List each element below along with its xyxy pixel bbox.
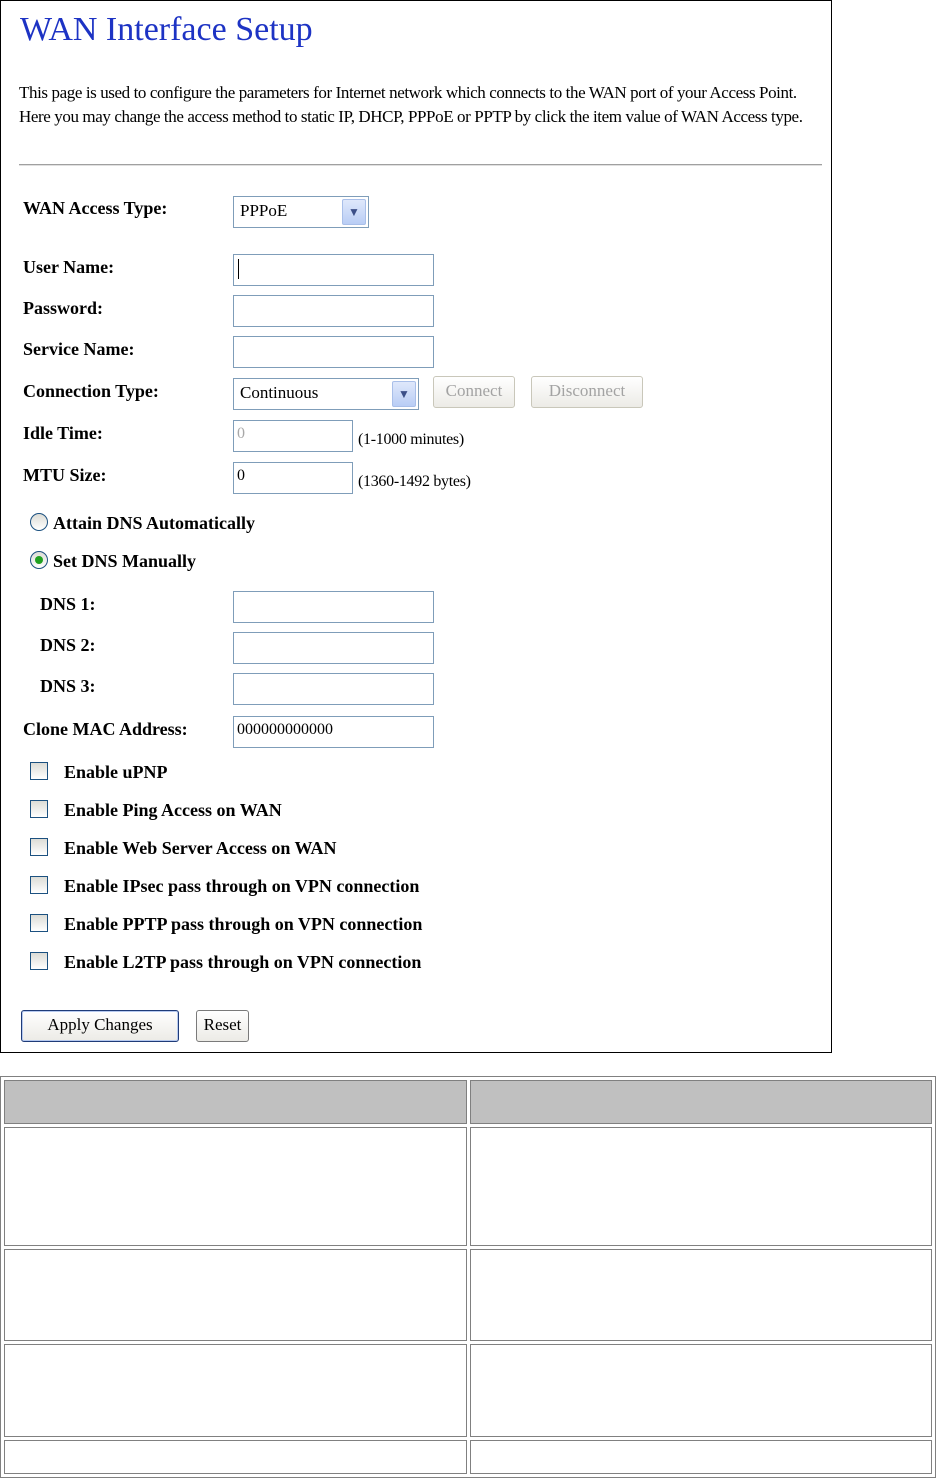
connection-type-label: Connection Type: [23,381,159,401]
table-header-cell [470,1080,933,1124]
wan-access-type-label: WAN Access Type: [23,198,168,218]
table-cell [470,1127,933,1246]
table-cell [4,1249,467,1341]
dns2-label: DNS 2: [40,635,96,655]
password-input[interactable] [233,295,434,327]
idle-time-hint: (1-1000 minutes) [358,431,464,448]
idle-time-input[interactable]: 0 [233,420,353,452]
info-table [0,1076,936,1478]
enable-ipsec-passthrough-checkbox[interactable] [30,876,48,894]
service-name-input[interactable] [233,336,434,368]
enable-l2tp-passthrough-label: Enable L2TP pass through on VPN connection [64,952,422,972]
password-label: Password: [23,298,103,318]
enable-web-server-wan-label: Enable Web Server Access on WAN [64,838,337,858]
apply-changes-button[interactable]: Apply Changes [21,1010,179,1042]
text-caret [238,259,239,279]
dns1-input[interactable] [233,591,434,623]
enable-l2tp-passthrough-checkbox[interactable] [30,952,48,970]
dns1-label: DNS 1: [40,594,96,614]
enable-ping-wan-label: Enable Ping Access on WAN [64,800,282,820]
divider [19,164,822,166]
connection-type-select[interactable] [233,378,419,410]
enable-upnp-label: Enable uPNP [64,762,168,782]
attain-dns-auto-label: Attain DNS Automatically [53,513,255,533]
wan-access-type-select[interactable] [233,196,369,228]
table-header-cell [4,1080,467,1124]
enable-ipsec-passthrough-label: Enable IPsec pass through on VPN connection [64,876,420,896]
dns3-label: DNS 3: [40,676,96,696]
table-cell [4,1127,467,1246]
clone-mac-input[interactable]: 000000000000 [233,716,434,748]
wan-access-type-value: PPPoE [240,201,288,220]
connect-button[interactable]: Connect [433,376,515,408]
mtu-size-input[interactable]: 0 [233,462,353,494]
mtu-size-hint: (1360-1492 bytes) [358,473,471,490]
table-cell [470,1249,933,1341]
user-name-label: User Name: [23,257,115,277]
table-cell [4,1344,467,1436]
page-description: This page is used to configure the parameters for Internet network which connects to the WAN port of your Access Point. Here you may change the access method to static IP, DHCP, PPPoE or PPTP by click the item value of WAN Access type. [19,83,803,126]
page-title: WAN Interface Setup [20,11,313,48]
enable-web-server-wan-checkbox[interactable] [30,838,48,856]
clone-mac-label: Clone MAC Address: [23,719,188,739]
disconnect-button[interactable]: Disconnect [531,376,643,408]
attain-dns-auto-radio[interactable] [30,513,48,531]
table-cell [4,1440,467,1474]
chevron-down-icon[interactable]: ▼ [392,381,416,407]
enable-ping-wan-checkbox[interactable] [30,800,48,818]
chevron-down-icon[interactable]: ▼ [342,199,366,225]
dns2-input[interactable] [233,632,434,664]
user-name-input[interactable] [233,254,434,286]
reset-button[interactable]: Reset [196,1010,249,1042]
enable-upnp-checkbox[interactable] [30,762,48,780]
dns3-input[interactable] [233,673,434,705]
table-cell [470,1344,933,1436]
enable-pptp-passthrough-checkbox[interactable] [30,914,48,932]
set-dns-manual-label: Set DNS Manually [53,551,197,571]
connection-type-value: Continuous [240,383,319,402]
table-cell [470,1440,933,1474]
set-dns-manual-radio[interactable] [30,551,48,569]
service-name-label: Service Name: [23,339,135,359]
enable-pptp-passthrough-label: Enable PPTP pass through on VPN connection [64,914,423,934]
idle-time-label: Idle Time: [23,423,103,443]
mtu-size-label: MTU Size: [23,465,107,485]
